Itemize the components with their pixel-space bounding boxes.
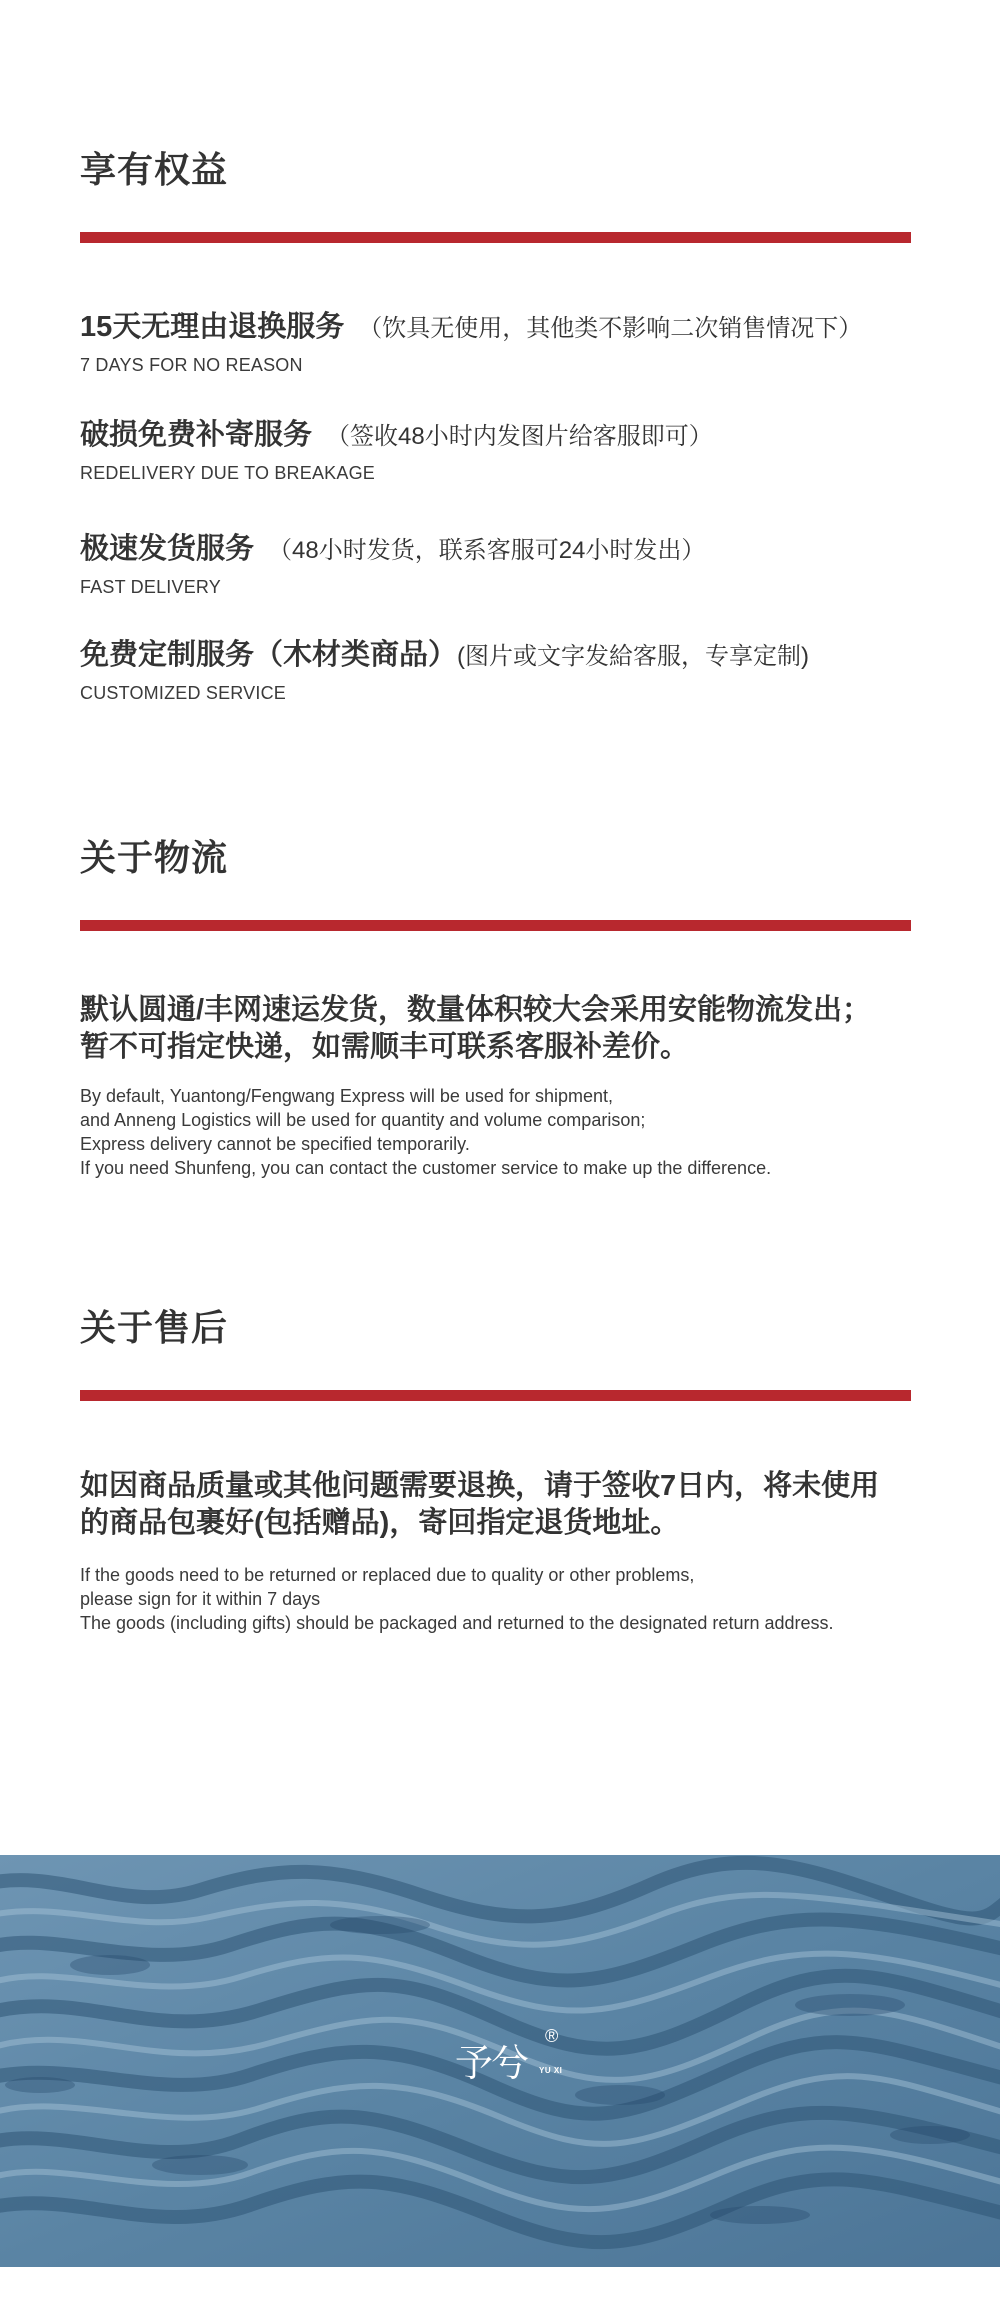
benefit-note: （签收48小时内发图片给客服即可） (326, 423, 713, 450)
registered-mark-icon: ® (545, 2026, 559, 2046)
benefit-note: （48小时发货，联系客服可24小时发出） (268, 537, 706, 564)
benefit-item-customized (80, 632, 940, 704)
aftersale-en-line: If the goods need to be returned or replaced due to quality or other problems, (80, 1565, 695, 1585)
aftersale-cn-paragraph (80, 1468, 940, 1542)
aftersale-red-divider (80, 1390, 911, 1401)
benefit-item-redelivery (80, 412, 940, 484)
logistics-cn-line: 暂不可指定快递，如需顺丰可联系客服补差价。 (80, 1031, 690, 1063)
logistics-section-title: 关于物流 (80, 837, 229, 878)
aftersale-cn-line: 的商品包裹好(包括赠品)，寄回指定退货地址。 (80, 1507, 680, 1539)
logistics-en-line: If you need Shunfeng, you can contact the customer service to make up the difference. (80, 1158, 772, 1178)
benefit-en-label: CUSTOMIZED SERVICE (80, 683, 286, 703)
aftersale-en-line: The goods (including gifts) should be packaged and returned to the designated return address. (80, 1613, 834, 1633)
logistics-cn-paragraph (80, 992, 940, 1066)
logistics-cn-line: 默认圆通/丰网速运发货，数量体积较大会采用安能物流发出； (80, 994, 872, 1026)
logistics-en-line: By default, Yuantong/Fengwang Express will be used for shipment, (80, 1086, 613, 1106)
logistics-en-line: and Anneng Logistics will be used for quantity and volume comparison; (80, 1110, 646, 1130)
benefit-en-label: REDELIVERY DUE TO BREAKAGE (80, 463, 375, 483)
logistics-red-divider (80, 920, 911, 931)
logistics-en-paragraph (80, 1084, 940, 1180)
benefit-title: 极速发货服务 (80, 533, 255, 565)
benefit-item-fast-delivery (80, 526, 940, 598)
benefit-note: (图片或文字发給客服，专享定制) (457, 643, 809, 670)
benefit-title: 破损免费补寄服务 (80, 419, 313, 451)
aftersale-cn-line: 如因商品质量或其他问题需要退换，请于签收7日内，将未使用 (80, 1470, 880, 1502)
brand-logo-cn: 予兮 (455, 2041, 528, 2085)
benefit-note: （饮具无使用，其他类不影响二次销售情况下） (358, 315, 863, 342)
brand-logo-en: YU XI (539, 2066, 563, 2075)
brand-logo (455, 2026, 575, 2088)
benefit-title: 免费定制服务（木材类商品） (80, 639, 458, 671)
benefits-red-divider (80, 232, 911, 243)
aftersale-section-title: 关于售后 (80, 1307, 229, 1348)
benefits-section-title: 享有权益 (80, 149, 229, 190)
logistics-en-line: Express delivery cannot be specified temporarily. (80, 1134, 470, 1154)
benefit-item-return (80, 304, 940, 376)
benefit-title: 15天无理由退换服务 (80, 311, 345, 343)
benefit-en-label: 7 DAYS FOR NO REASON (80, 355, 303, 375)
aftersale-en-line: please sign for it within 7 days (80, 1589, 321, 1609)
benefit-en-label: FAST DELIVERY (80, 577, 221, 597)
aftersale-en-paragraph (80, 1563, 940, 1635)
